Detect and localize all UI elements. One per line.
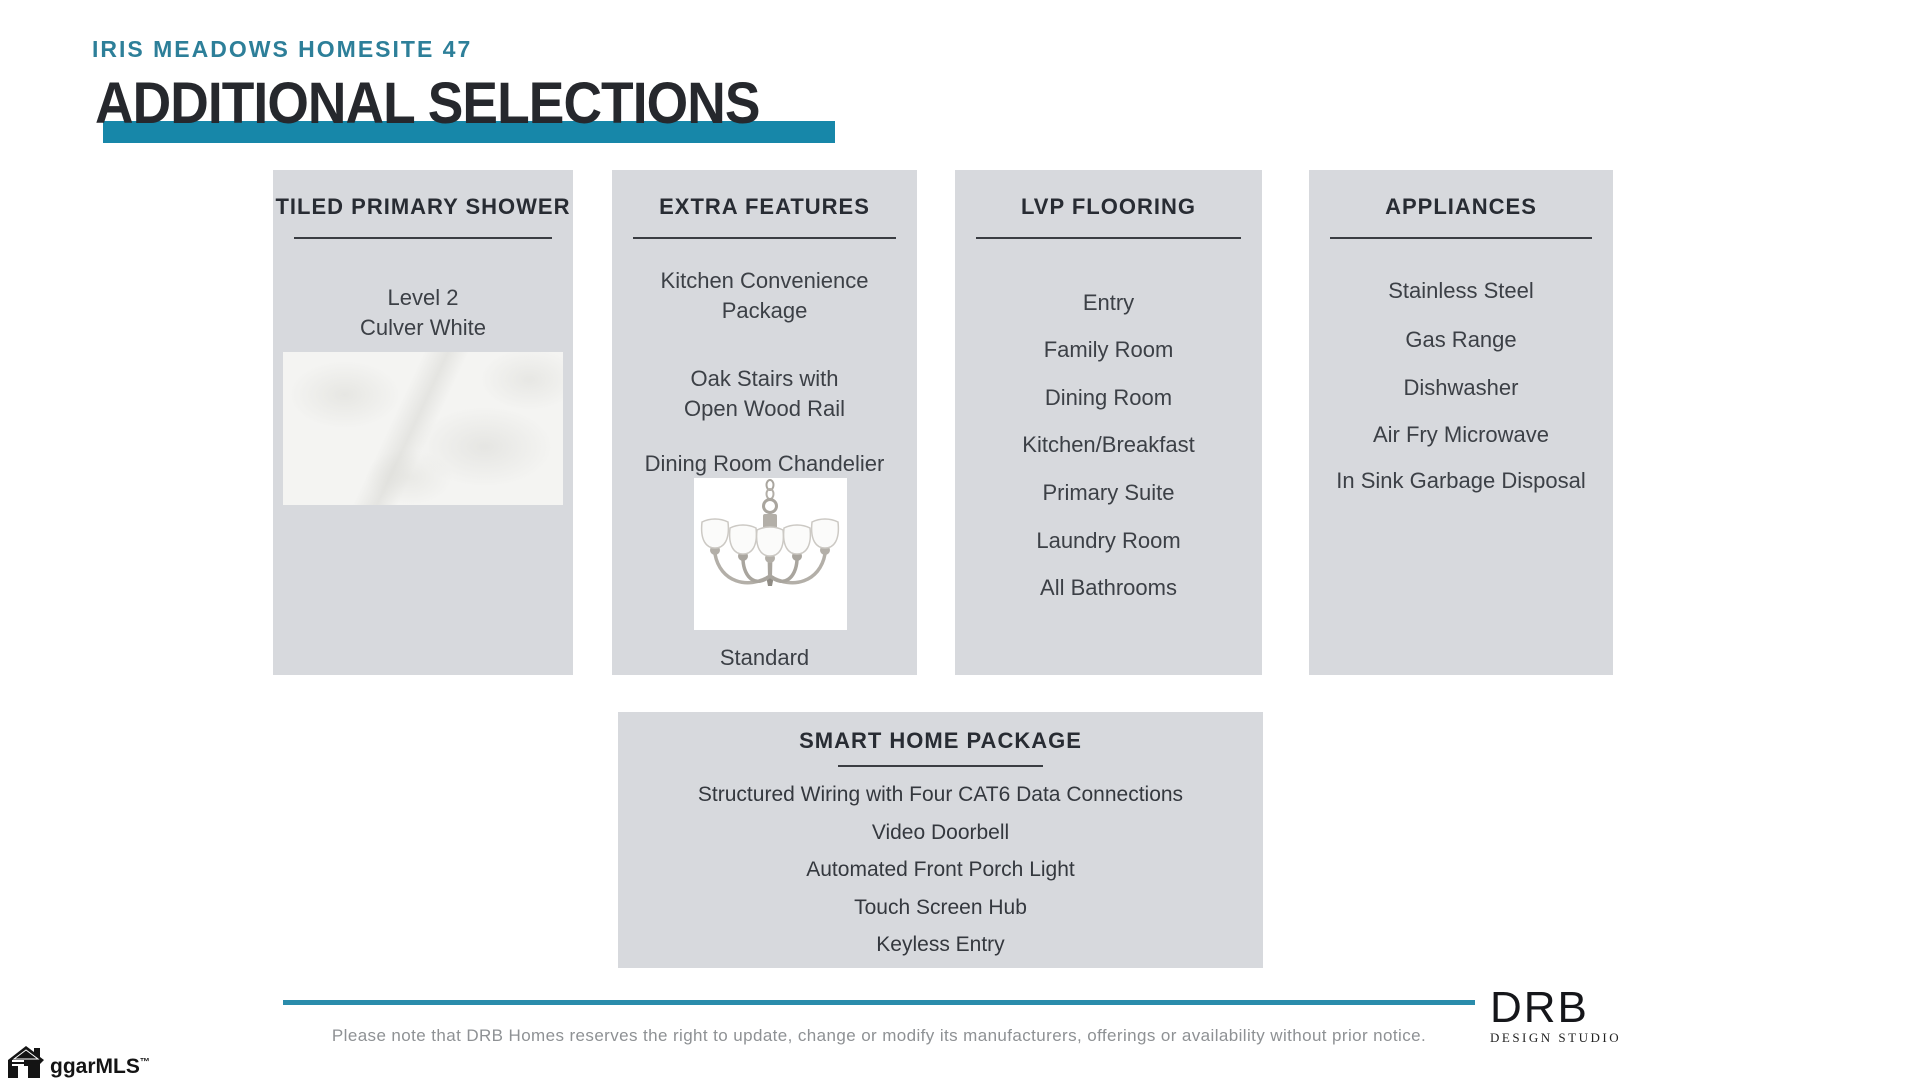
drb-logo-tagline: DESIGN STUDIO bbox=[1490, 1030, 1622, 1045]
flooring-item: Laundry Room bbox=[1036, 528, 1181, 553]
card-title: EXTRA FEATURES bbox=[659, 194, 870, 219]
card-lvp-flooring bbox=[955, 170, 1262, 675]
card-title: APPLIANCES bbox=[1385, 194, 1537, 219]
shower-level: Level 2 bbox=[387, 285, 459, 310]
flooring-item: All Bathrooms bbox=[1040, 575, 1177, 600]
flooring-item: Entry bbox=[1082, 290, 1135, 315]
flooring-item: Kitchen/Breakfast bbox=[1022, 432, 1195, 457]
card-extra-features bbox=[612, 170, 917, 675]
mls-watermark bbox=[4, 1044, 150, 1078]
chandelier-illustration bbox=[694, 478, 847, 630]
appliance-item: Stainless Steel bbox=[1388, 278, 1534, 303]
card-appliances bbox=[1309, 170, 1613, 675]
smart-home-item: Keyless Entry bbox=[876, 933, 1005, 956]
project-subtitle: IRIS MEADOWS HOMESITE 47 bbox=[92, 36, 473, 62]
culver-white-tile-swatch-image bbox=[283, 352, 563, 505]
card-title: LVP FLOORING bbox=[1021, 194, 1196, 219]
disclaimer-text: Please note that DRB Homes reserves the right to update, change or modify its manufacturers, offerings or availability without prior notice. bbox=[331, 1026, 1427, 1045]
feature-oak-stairs-line1: Oak Stairs with bbox=[690, 366, 839, 391]
drb-logo-letters: DRB bbox=[1490, 983, 1589, 1032]
watermark-text: ggarMLS™ bbox=[50, 1055, 150, 1078]
card-title-divider bbox=[976, 237, 1241, 239]
appliance-item: Gas Range bbox=[1405, 327, 1517, 352]
smart-home-item: Touch Screen Hub bbox=[854, 896, 1027, 919]
drb-design-studio-logo bbox=[1490, 983, 1622, 1046]
card-title: TILED PRIMARY SHOWER bbox=[275, 194, 571, 219]
page-title: ADDITIONAL SELECTIONS bbox=[95, 71, 760, 136]
chandelier-image bbox=[694, 478, 847, 630]
flooring-item: Dining Room bbox=[1044, 385, 1173, 410]
card-title: SMART HOME PACKAGE bbox=[799, 728, 1082, 753]
shower-color-name: Culver White bbox=[360, 315, 486, 340]
feature-kitchen-package-line1: Kitchen Convenience bbox=[660, 268, 869, 293]
footer-accent-line bbox=[283, 1000, 1475, 1005]
smart-home-item: Video Doorbell bbox=[871, 821, 1010, 844]
appliance-item: Dishwasher bbox=[1403, 375, 1519, 400]
card-title-divider bbox=[633, 237, 896, 239]
card-title-divider bbox=[1330, 237, 1592, 239]
feature-chandelier-label: Dining Room Chandelier bbox=[644, 451, 885, 476]
flooring-item: Primary Suite bbox=[1042, 480, 1175, 505]
appliance-item: Air Fry Microwave bbox=[1372, 422, 1549, 447]
flooring-item: Family Room bbox=[1043, 337, 1174, 362]
chandelier-caption: Standard bbox=[719, 645, 810, 670]
feature-oak-stairs-line2: Open Wood Rail bbox=[683, 396, 845, 421]
card-title-divider bbox=[838, 765, 1043, 767]
smart-home-item: Automated Front Porch Light bbox=[806, 858, 1075, 881]
smart-home-item: Structured Wiring with Four CAT6 Data Connections bbox=[697, 783, 1184, 806]
card-title-divider bbox=[294, 237, 552, 239]
appliance-item: In Sink Garbage Disposal bbox=[1336, 468, 1586, 493]
trademark-symbol: ™ bbox=[139, 1057, 150, 1068]
card-tiled-primary-shower bbox=[273, 170, 573, 675]
feature-kitchen-package-line2: Package bbox=[721, 298, 808, 323]
card-smart-home-package bbox=[618, 712, 1263, 968]
house-icon bbox=[4, 1044, 56, 1078]
